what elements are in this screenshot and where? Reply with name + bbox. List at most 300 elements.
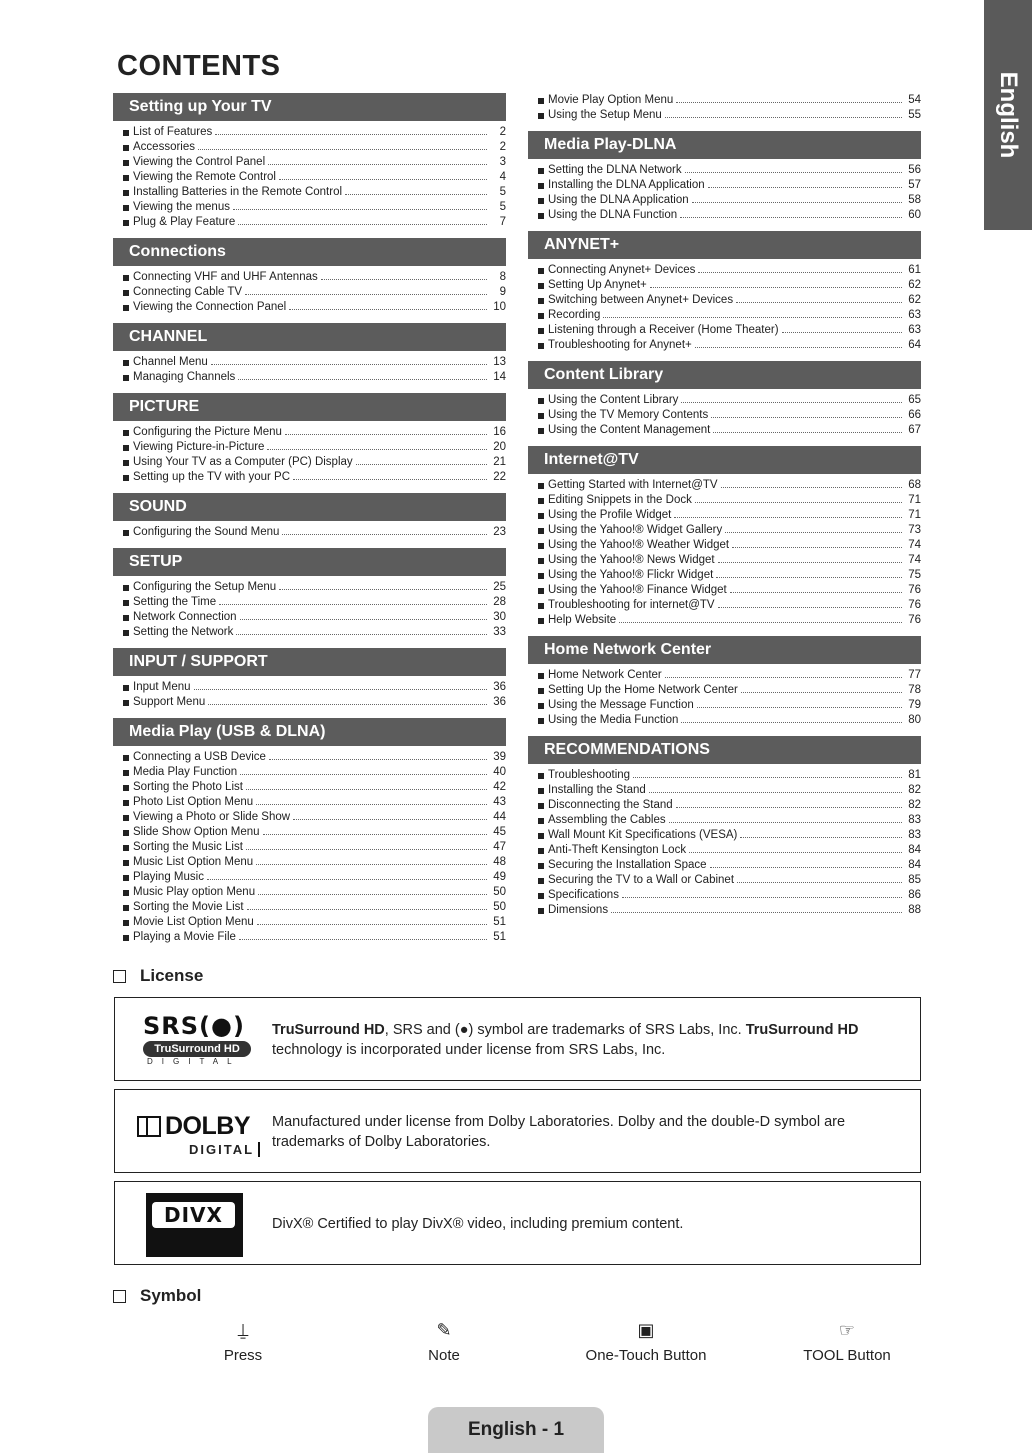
- dot-leader: [725, 523, 902, 533]
- toc-entry[interactable]: [528, 523, 921, 538]
- toc-entry[interactable]: [528, 193, 921, 208]
- entry-title: Connecting Cable TV: [133, 286, 243, 298]
- entry-page-number: 67: [908, 424, 921, 436]
- dot-leader: [240, 610, 487, 620]
- toc-entry[interactable]: [113, 125, 506, 140]
- bullet-icon: [538, 168, 544, 174]
- entry-page-number: 82: [908, 784, 921, 796]
- dot-leader: [650, 278, 902, 288]
- entry-page-number: 50: [493, 886, 506, 898]
- entry-title: Using the Message Function: [548, 699, 694, 711]
- dolby-license-text: Manufactured under license from Dolby Laboratories. Dolby and the double-D symbol are trademarks of Dolby Laboratories.: [272, 1114, 846, 1150]
- entry-title: Viewing a Photo or Slide Show: [133, 811, 291, 823]
- entry-page-number: 21: [493, 456, 506, 468]
- toc-entry[interactable]: [113, 695, 506, 710]
- entry-title: Using the TV Memory Contents: [548, 409, 709, 421]
- toc-entry[interactable]: [528, 478, 921, 493]
- toc-entry[interactable]: [113, 885, 506, 900]
- entry-title: Troubleshooting for internet@TV: [548, 599, 715, 611]
- bullet-icon: [538, 313, 544, 319]
- license-heading: License: [113, 966, 203, 986]
- dot-leader: [622, 888, 902, 898]
- entry-page-number: 51: [493, 931, 506, 943]
- toc-entry[interactable]: [113, 300, 506, 315]
- entry-page-number: 85: [908, 874, 921, 886]
- toc-entry[interactable]: [528, 798, 921, 813]
- toc-entry[interactable]: [528, 613, 921, 628]
- toc-entry[interactable]: [528, 598, 921, 613]
- entry-title: Configuring the Setup Menu: [133, 581, 277, 593]
- toc-entry[interactable]: [113, 870, 506, 885]
- bullet-icon: [538, 848, 544, 854]
- entry-title: Viewing the menus: [133, 201, 230, 213]
- entry-page-number: 2: [499, 126, 506, 138]
- entry-title: Using the Yahoo!® News Widget: [548, 554, 715, 566]
- entry-title: List of Features: [133, 126, 213, 138]
- toc-entry[interactable]: [113, 915, 506, 930]
- dot-leader: [669, 813, 902, 823]
- section-header: Media Play (USB & DLNA): [113, 718, 506, 746]
- dot-leader: [633, 768, 902, 778]
- bullet-icon: [123, 175, 129, 181]
- section-header: Media Play-DLNA: [528, 131, 921, 159]
- toc-section-input-support: [113, 648, 506, 710]
- dot-leader: [676, 93, 902, 103]
- bullet-icon: [538, 398, 544, 404]
- entry-title: Using the Yahoo!® Widget Gallery: [548, 524, 723, 536]
- entry-title: Help Website: [548, 614, 617, 626]
- toc-section-internet-tv: [528, 446, 921, 628]
- entry-title: Specifications: [548, 889, 619, 901]
- section-header: RECOMMENDATIONS: [528, 736, 921, 764]
- toc-entry[interactable]: [113, 170, 506, 185]
- symbol-tool: ☞ TOOL Button: [767, 1315, 927, 1364]
- entry-page-number: 62: [908, 294, 921, 306]
- entry-page-number: 47: [493, 841, 506, 853]
- entry-title: Connecting VHF and UHF Antennas: [133, 271, 318, 283]
- dot-leader: [345, 185, 487, 195]
- entry-title: Troubleshooting for Anynet+: [548, 339, 692, 351]
- bullet-icon: [538, 718, 544, 724]
- dot-leader: [219, 595, 487, 605]
- entry-title: Music Play option Menu: [133, 886, 256, 898]
- entry-page-number: 77: [908, 669, 921, 681]
- entry-page-number: 83: [908, 829, 921, 841]
- entry-title: Plug & Play Feature: [133, 216, 236, 228]
- license-divx: [114, 1181, 921, 1265]
- dot-leader: [649, 783, 902, 793]
- bullet-icon: [538, 573, 544, 579]
- toc-entry[interactable]: [113, 900, 506, 915]
- toc-section-media-play-usb-dlna: [113, 718, 506, 945]
- toc-entry[interactable]: [113, 185, 506, 200]
- toc-entry[interactable]: [113, 155, 506, 170]
- dot-leader: [736, 293, 902, 303]
- toc-entry[interactable]: [113, 285, 506, 300]
- entry-page-number: 3: [499, 156, 506, 168]
- toc-entry[interactable]: [528, 423, 921, 438]
- dot-leader: [279, 580, 487, 590]
- entry-page-number: 45: [493, 826, 506, 838]
- bullet-icon: [123, 935, 129, 941]
- dot-leader: [215, 125, 487, 135]
- toc-entry[interactable]: [113, 355, 506, 370]
- toc-entry[interactable]: [528, 873, 921, 888]
- toc-entry[interactable]: [528, 683, 921, 698]
- toc-entry[interactable]: [113, 625, 506, 640]
- toc-section-setting-up-your-tv: [113, 93, 506, 230]
- toc-entry[interactable]: [528, 583, 921, 598]
- entry-title: Sorting the Music List: [133, 841, 243, 853]
- bullet-icon: [123, 275, 129, 281]
- dolby-logo: DOLBY DIGITAL: [137, 1112, 267, 1156]
- entry-title: Troubleshooting: [548, 769, 631, 781]
- toc-entry[interactable]: [528, 408, 921, 423]
- dot-leader: [263, 825, 487, 835]
- entry-title: Recording: [548, 309, 601, 321]
- entry-page-number: 9: [499, 286, 506, 298]
- toc-entry[interactable]: [528, 668, 921, 683]
- toc-entry[interactable]: [528, 163, 921, 178]
- dot-leader: [208, 695, 487, 705]
- dot-leader: [256, 795, 487, 805]
- dot-leader: [246, 840, 487, 850]
- toc-entry[interactable]: [113, 765, 506, 780]
- entry-page-number: 74: [908, 539, 921, 551]
- section-header: Content Library: [528, 361, 921, 389]
- bullet-icon: [123, 475, 129, 481]
- entry-page-number: 10: [493, 301, 506, 313]
- toc-section-home-network-center: [528, 636, 921, 728]
- dot-leader: [236, 625, 487, 635]
- toc-entry[interactable]: [113, 270, 506, 285]
- entry-page-number: 56: [908, 164, 921, 176]
- entry-page-number: 88: [908, 904, 921, 916]
- entry-page-number: 8: [499, 271, 506, 283]
- license-srs: [114, 997, 921, 1081]
- srs-license-text: TruSurround HD, SRS and (●) symbol are trademarks of SRS Labs, Inc. TruSurround HD technology is incorporated under license from SRS Labs, Inc.: [272, 1022, 859, 1058]
- entry-title: Music List Option Menu: [133, 856, 254, 868]
- entry-title: Using the Yahoo!® Flickr Widget: [548, 569, 714, 581]
- toc-entry[interactable]: [528, 93, 921, 108]
- dot-leader: [681, 713, 902, 723]
- toc-entry[interactable]: [528, 828, 921, 843]
- dot-leader: [695, 493, 902, 503]
- entry-title: Using the Yahoo!® Finance Widget: [548, 584, 727, 596]
- entry-page-number: 49: [493, 871, 506, 883]
- toc-entry[interactable]: [113, 595, 506, 610]
- entry-page-number: 40: [493, 766, 506, 778]
- symbol-heading: Symbol: [113, 1286, 201, 1306]
- entry-page-number: 64: [908, 339, 921, 351]
- entry-title: Installing Batteries in the Remote Control: [133, 186, 343, 198]
- entry-title: Using the Setup Menu: [548, 109, 662, 121]
- toc-entry[interactable]: [528, 393, 921, 408]
- toc-entry[interactable]: [113, 370, 506, 385]
- bullet-icon: [123, 920, 129, 926]
- srs-logo: SRS(●) TruSurround HD DIGITAL: [143, 1012, 263, 1064]
- bullet-icon: [123, 830, 129, 836]
- toc-entry[interactable]: [528, 768, 921, 783]
- entry-title: Wall Mount Kit Specifications (VESA): [548, 829, 738, 841]
- dot-leader: [293, 810, 487, 820]
- entry-title: Using the Content Management: [548, 424, 711, 436]
- bullet-icon: [123, 785, 129, 791]
- toc-entry[interactable]: [113, 780, 506, 795]
- dot-leader: [721, 478, 902, 488]
- bullet-icon: [538, 483, 544, 489]
- entry-page-number: 33: [493, 626, 506, 638]
- toc-entry[interactable]: [528, 888, 921, 903]
- toc-entry[interactable]: [528, 208, 921, 223]
- one-touch-button-icon: ▣: [637, 1320, 655, 1340]
- checkbox-icon: [113, 970, 126, 983]
- bullet-icon: [538, 618, 544, 624]
- toc-entry[interactable]: [113, 855, 506, 870]
- toc-entry[interactable]: [113, 930, 506, 945]
- toc-entry[interactable]: [113, 440, 506, 455]
- dot-leader: [680, 208, 902, 218]
- entry-page-number: 48: [493, 856, 506, 868]
- toc-entry[interactable]: [113, 840, 506, 855]
- bullet-icon: [538, 528, 544, 534]
- dot-leader: [238, 215, 487, 225]
- toc-entry[interactable]: [113, 425, 506, 440]
- toc-entry[interactable]: [113, 140, 506, 155]
- toc-entry[interactable]: [528, 538, 921, 553]
- toc-left-column: [113, 93, 506, 953]
- dot-leader: [674, 508, 902, 518]
- bullet-icon: [538, 328, 544, 334]
- dot-leader: [247, 900, 487, 910]
- dot-leader: [267, 440, 487, 450]
- bullet-icon: [538, 513, 544, 519]
- toc-entry[interactable]: [113, 470, 506, 485]
- bullet-icon: [123, 600, 129, 606]
- toc-entry[interactable]: [113, 610, 506, 625]
- bullet-icon: [123, 585, 129, 591]
- toc-section-connections: [113, 238, 506, 315]
- entry-page-number: 63: [908, 324, 921, 336]
- dot-leader: [240, 765, 487, 775]
- toc-entry[interactable]: [528, 698, 921, 713]
- dot-leader: [665, 668, 902, 678]
- entry-title: Setting up the TV with your PC: [133, 471, 291, 483]
- entry-title: Home Network Center: [548, 669, 662, 681]
- dot-leader: [740, 828, 902, 838]
- toc-section-sound: [113, 493, 506, 540]
- entry-page-number: 39: [493, 751, 506, 763]
- bullet-icon: [123, 815, 129, 821]
- bullet-icon: [538, 498, 544, 504]
- bullet-icon: [538, 183, 544, 189]
- toc-entry[interactable]: [113, 580, 506, 595]
- bullet-icon: [123, 360, 129, 366]
- dot-leader: [268, 155, 487, 165]
- dot-leader: [239, 930, 487, 940]
- bullet-icon: [538, 558, 544, 564]
- section-header: Connections: [113, 238, 506, 266]
- bullet-icon: [538, 773, 544, 779]
- entry-title: Using the Content Library: [548, 394, 679, 406]
- toc-entry[interactable]: [528, 813, 921, 828]
- entry-page-number: 62: [908, 279, 921, 291]
- entry-title: Photo List Option Menu: [133, 796, 254, 808]
- toc-entry[interactable]: [113, 200, 506, 215]
- entry-title: Managing Channels: [133, 371, 236, 383]
- bullet-icon: [538, 863, 544, 869]
- language-tab: English: [984, 0, 1032, 230]
- toc-entry[interactable]: [528, 338, 921, 353]
- entry-title: Setting the Time: [133, 596, 217, 608]
- entry-title: Setting Up Anynet+: [548, 279, 647, 291]
- section-header: ANYNET+: [528, 231, 921, 259]
- toc-entry[interactable]: [528, 293, 921, 308]
- toc-entry[interactable]: [528, 903, 921, 918]
- section-header: INPUT / SUPPORT: [113, 648, 506, 676]
- dot-leader: [692, 193, 902, 203]
- toc-section-media-play-dlna: [528, 131, 921, 223]
- license-dolby: [114, 1089, 921, 1173]
- toc-entry[interactable]: [528, 783, 921, 798]
- toc-entry[interactable]: [113, 525, 506, 540]
- entry-title: Input Menu: [133, 681, 191, 693]
- toc-entry[interactable]: [113, 750, 506, 765]
- entry-page-number: 75: [908, 569, 921, 581]
- dot-leader: [697, 698, 902, 708]
- toc-entry[interactable]: [528, 263, 921, 278]
- bullet-icon: [538, 893, 544, 899]
- double-d-icon: [137, 1116, 161, 1137]
- toc-section-continued: [528, 93, 921, 123]
- bullet-icon: [123, 220, 129, 226]
- entry-title: Accessories: [133, 141, 195, 153]
- toc-entry[interactable]: [528, 553, 921, 568]
- bullet-icon: [123, 630, 129, 636]
- toc-entry[interactable]: [113, 795, 506, 810]
- dot-leader: [681, 393, 902, 403]
- entry-page-number: 44: [493, 811, 506, 823]
- entry-page-number: 36: [493, 681, 506, 693]
- dot-leader: [711, 408, 902, 418]
- page-footer: English - 1: [428, 1407, 604, 1453]
- entry-page-number: 25: [493, 581, 506, 593]
- entry-page-number: 84: [908, 844, 921, 856]
- entry-page-number: 80: [908, 714, 921, 726]
- press-icon: ⍊: [237, 1320, 249, 1340]
- entry-title: Viewing the Control Panel: [133, 156, 266, 168]
- entry-page-number: 79: [908, 699, 921, 711]
- toc-entry[interactable]: [528, 178, 921, 193]
- bullet-icon: [538, 803, 544, 809]
- entry-title: Using the Profile Widget: [548, 509, 672, 521]
- dot-leader: [619, 613, 902, 623]
- toc-entry[interactable]: [528, 843, 921, 858]
- entry-title: Movie Play Option Menu: [548, 94, 674, 106]
- bullet-icon: [538, 198, 544, 204]
- bullet-icon: [538, 878, 544, 884]
- dot-leader: [233, 200, 487, 210]
- dot-leader: [211, 355, 487, 365]
- toc-entry[interactable]: [528, 713, 921, 728]
- toc-entry[interactable]: [528, 278, 921, 293]
- toc-entry[interactable]: [528, 493, 921, 508]
- entry-page-number: 5: [499, 186, 506, 198]
- bullet-icon: [123, 800, 129, 806]
- symbol-press: ⍊ Press: [163, 1315, 323, 1364]
- dot-leader: [245, 285, 487, 295]
- toc-section-anynet: [528, 231, 921, 353]
- toc-entry[interactable]: [113, 680, 506, 695]
- dot-leader: [741, 683, 902, 693]
- entry-title: Getting Started with Internet@TV: [548, 479, 718, 491]
- section-header: Setting up Your TV: [113, 93, 506, 121]
- entry-page-number: 76: [908, 614, 921, 626]
- dot-leader: [737, 873, 902, 883]
- toc-section-picture: [113, 393, 506, 485]
- toc-entry[interactable]: [113, 455, 506, 470]
- bullet-icon: [538, 543, 544, 549]
- bullet-icon: [123, 290, 129, 296]
- entry-page-number: 28: [493, 596, 506, 608]
- divx-logo: DIVX: [146, 1193, 243, 1257]
- entry-page-number: 14: [493, 371, 506, 383]
- entry-page-number: 55: [908, 109, 921, 121]
- dot-leader: [698, 263, 902, 273]
- toc-entry[interactable]: [528, 323, 921, 338]
- bullet-icon: [538, 98, 544, 104]
- bullet-icon: [538, 283, 544, 289]
- dot-leader: [269, 750, 487, 760]
- entry-title: Disconnecting the Stand: [548, 799, 673, 811]
- bullet-icon: [123, 905, 129, 911]
- bullet-icon: [538, 688, 544, 694]
- bullet-icon: [538, 818, 544, 824]
- entry-page-number: 66: [908, 409, 921, 421]
- entry-title: Using the Media Function: [548, 714, 679, 726]
- bullet-icon: [538, 268, 544, 274]
- entry-title: Media Play Function: [133, 766, 238, 778]
- bullet-icon: [123, 460, 129, 466]
- entry-page-number: 51: [493, 916, 506, 928]
- entry-title: Configuring the Sound Menu: [133, 526, 280, 538]
- entry-title: Support Menu: [133, 696, 206, 708]
- bullet-icon: [538, 833, 544, 839]
- toc-entry[interactable]: [528, 858, 921, 873]
- symbol-one-touch: ▣ One-Touch Button: [566, 1315, 726, 1364]
- dot-leader: [713, 423, 902, 433]
- entry-page-number: 50: [493, 901, 506, 913]
- entry-page-number: 71: [908, 494, 921, 506]
- entry-page-number: 7: [499, 216, 506, 228]
- toc-entry[interactable]: [528, 308, 921, 323]
- toc-entry[interactable]: [113, 825, 506, 840]
- entry-page-number: 16: [493, 426, 506, 438]
- dot-leader: [321, 270, 487, 280]
- toc-entry[interactable]: [113, 810, 506, 825]
- entry-title: Installing the Stand: [548, 784, 646, 796]
- toc-entry[interactable]: [528, 568, 921, 583]
- entry-page-number: 63: [908, 309, 921, 321]
- toc-entry[interactable]: [528, 508, 921, 523]
- entry-title: Switching between Anynet+ Devices: [548, 294, 734, 306]
- entry-page-number: 68: [908, 479, 921, 491]
- toc-entry[interactable]: [528, 108, 921, 123]
- toc-entry[interactable]: [113, 215, 506, 230]
- entry-title: Movie List Option Menu: [133, 916, 254, 928]
- entry-page-number: 73: [908, 524, 921, 536]
- entry-page-number: 54: [908, 94, 921, 106]
